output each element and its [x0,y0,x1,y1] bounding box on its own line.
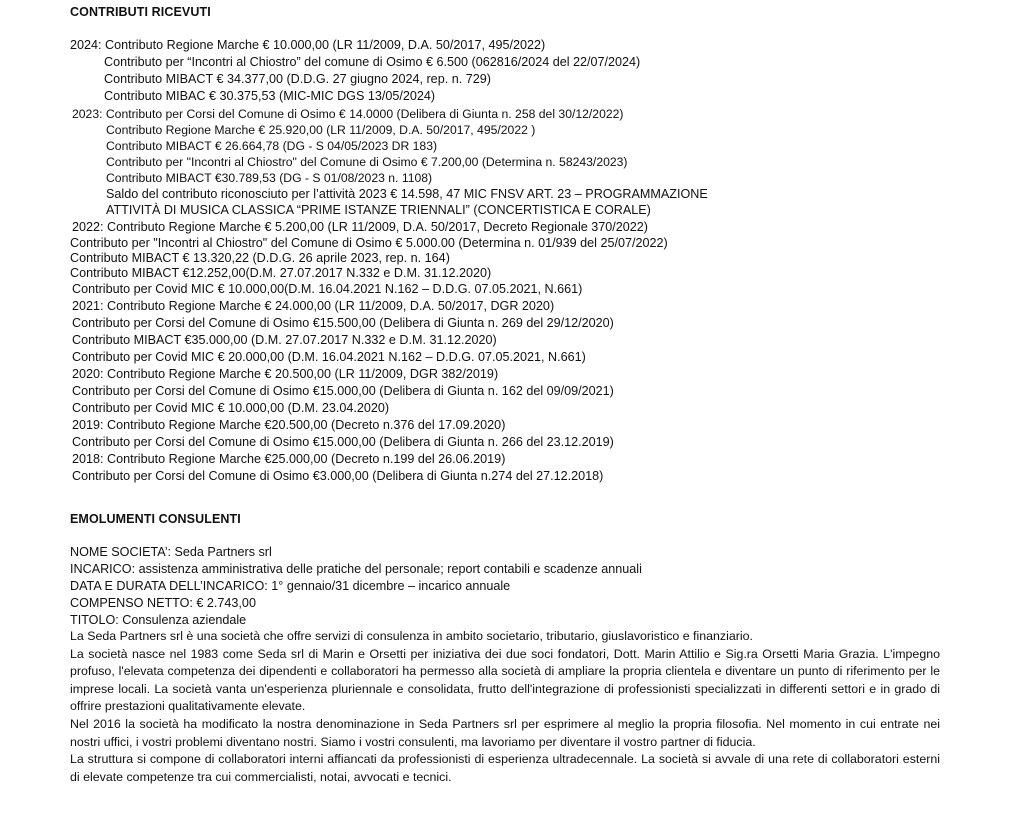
contributo-line: Contributo per Corsi del Comune di Osimo €3.000,00 (Delibera di Giunta n.274 del 27.12.2018) [72,469,604,483]
field-incarico: INCARICO: assistenza amministrativa delle pratiche del personale; report contabili e scadenze annuali [70,562,642,576]
field-compenso: COMPENSO NETTO: € 2.743,00 [70,596,256,610]
contributo-line: Contributo MIBACT € 13.320,22 (D.D.G. 26 aprile 2023, rep. n. 164) [70,251,450,265]
contributo-line: Contributo MIBACT € 26.664,78 (DG - S 04/05/2023 DR 183) [106,139,438,153]
contributo-line: 2018: Contributo Regione Marche €25.000,00 (Decreto n.199 del 26.06.2019) [72,452,506,466]
contributi-heading: CONTRIBUTI RICEVUTI [70,5,211,19]
field-titolo: TITOLO: Consulenza aziendale [70,613,247,627]
contributo-line: Contributo per Corsi del Comune di Osimo €15.000,00 (Delibera di Giunta n. 266 del 23.12.2019) [72,435,614,449]
contributo-line: Contributo per Covid MIC € 10.000,00 (D.M. 23.04.2020) [72,401,390,415]
contributo-line: Contributo per "Incontri al Chiostro" del Comune di Osimo € 5.000.00 (Determina n. 01/939 del 25/07/2022) [70,236,668,250]
contributo-line: Contributo MIBACT €30.789,53 (DG - S 01/08/2023 n. 1108) [106,171,433,185]
contributo-line: Contributo per Covid MIC € 20.000,00 (D.M. 16.04.2021 N.162 – D.D.G. 07.05.2021, N.661) [72,350,586,364]
contributo-line: 2020: Contributo Regione Marche € 20.500,00 (LR 11/2009, DGR 382/2019) [72,367,499,381]
company-description [70,628,940,786]
contributo-line: Contributo MIBACT € 34.377,00 (D.D.G. 27 giugno 2024, rep. n. 729) [104,72,491,86]
contributo-line: Contributo per Covid MIC € 10.000,00(D.M. 16.04.2021 N.162 – D.D.G. 07.05.2021, N.661) [72,282,583,296]
contributo-line: Contributo per “Incontri al Chiostro” del comune di Osimo € 6.500 (062816/2024 del 22/07/2024) [104,55,641,69]
contributo-line: Contributo per Corsi del Comune di Osimo €15.500,00 (Delibera di Giunta n. 269 del 29/12/2020) [72,316,614,330]
contributo-line: Contributo per "Incontri al Chiostro" del Comune di Osimo € 7.200,00 (Determina n. 58243/2023) [106,155,628,169]
paragraph: La società nasce nel 1983 come Seda srl di Marin e Orsetti per iniziativa dei due soci fondatori, Dott. Marin Attilio e Sig.ra Orsetti Maria Grazia. L'impegno profuso, l'elevata competenza dei dipendenti e collaboratori ha permesso alla società di ampliare la propria clientela e diventare un punto di riferimento per le imprese locali. La società vanta un'esperienza pluriennale e consolidata, frutto dell'integrazione di professionisti specializzati in differenti settori e in grado di offrire prestazioni qualitativamente elevate. [70,646,940,714]
contributo-line: 2023: Contributo per Corsi del Comune di Osimo € 14.0000 (Delibera di Giunta n. 258 del 30/12/2022) [72,107,624,121]
paragraph: La struttura si compone di collaboratori interni affiancati da professionisti di esperienza ultradecennale. La società si avvale di una rete di collaboratori esterni di elevate competenze tra cui commercialisti, notai, avvocati e tecnici. [70,752,940,784]
contributo-line: 2024: Contributo Regione Marche € 10.000,00 (LR 11/2009, D.A. 50/2017, 495/2022) [70,38,546,52]
emolumenti-heading: EMOLUMENTI CONSULENTI [70,512,241,526]
contributo-line: Contributo MIBACT €12.252,00(D.M. 27.07.2017 N.332 e D.M. 31.12.2020) [70,266,492,280]
contributo-line: 2019: Contributo Regione Marche €20.500,00 (Decreto n.376 del 17.09.2020) [72,418,506,432]
contributo-line: Contributo per Corsi del Comune di Osimo €15.000,00 (Delibera di Giunta n. 162 del 09/09/2021) [72,384,614,398]
contributo-line: Contributo Regione Marche € 25.920,00 (LR 11/2009, D.A. 50/2017, 495/2022 ) [106,123,536,137]
paragraph: Nel 2016 la società ha modificato la nostra denominazione in Seda Partners srl per esprimere al meglio la propria filosofia. Nel momento in cui entrate nei nostri uffici, i vostri problemi diventano nostri. Siamo i vostri consulenti, ma lavoriamo per diventare il vostro partner di fiducia. [70,716,940,749]
paragraph: La Seda Partners srl è una società che offre servizi di consulenza in ambito societario, tributario, giuslavoristico e finanziario. [70,629,753,643]
field-nome-societa: NOME SOCIETA’: Seda Partners srl [70,545,272,559]
field-data-durata: DATA E DURATA DELL’INCARICO: 1° gennaio/31 dicembre – incarico annuale [70,579,511,593]
contributo-line: ATTIVITÀ DI MUSICA CLASSICA “PRIME ISTANZE TRIENNALI” (CONCERTISTICA E CORALE) [106,203,651,217]
contributo-line: 2022: Contributo Regione Marche € 5.200,00 (LR 11/2009, D.A. 50/2017, Decreto Regionale 370/2022) [72,220,648,234]
contributo-line: Contributo MIBAC € 30.375,53 (MIC-MIC DGS 13/05/2024) [104,89,436,103]
contributo-line: Saldo del contributo riconosciuto per l’attività 2023 € 14.598, 47 MIC FNSV ART. 23 – PROGRAMMAZIONE [106,187,708,201]
contributo-line: Contributo MIBACT €35.000,00 (D.M. 27.07.2017 N.332 e D.M. 31.12.2020) [72,333,497,347]
contributo-line: 2021: Contributo Regione Marche € 24.000,00 (LR 11/2009, D.A. 50/2017, DGR 2020) [72,299,555,313]
